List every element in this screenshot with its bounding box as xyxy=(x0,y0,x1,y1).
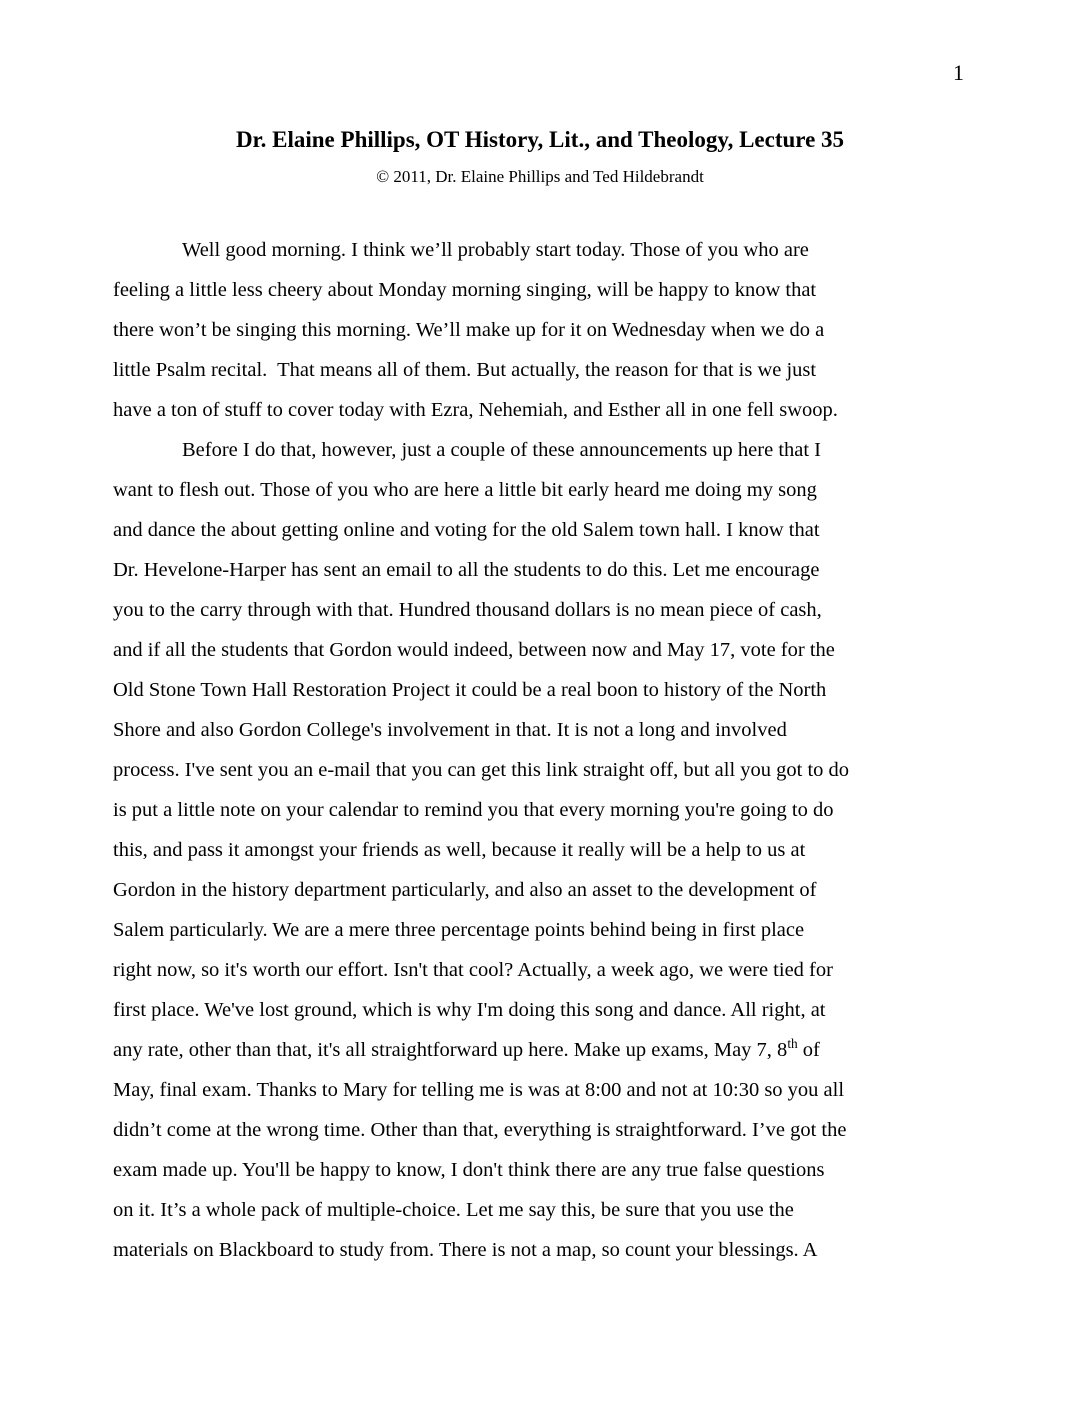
text-line: feeling a little less cheery about Monday morning singing, will be happy to know that xyxy=(113,279,817,301)
text-line xyxy=(113,1030,967,1070)
text-line: want to flesh out. Those of you who are here a little bit early heard me doing my song xyxy=(113,479,817,501)
text-segment: of xyxy=(797,1039,820,1061)
superscript-text: th xyxy=(787,1036,798,1052)
document-title: Dr. Elaine Phillips, OT History, Lit., and Theology, Lecture 35 xyxy=(235,127,845,152)
text-line: little Psalm recital. That means all of them. But actually, the reason for that is we just xyxy=(113,359,817,381)
document-header xyxy=(113,126,967,187)
text-line: exam made up. You'll be happy to know, I don't think there are any true false questions xyxy=(113,1159,825,1181)
text-line: have a ton of stuff to cover today with Ezra, Nehemiah, and Esther all in one fell swoop. xyxy=(113,399,838,421)
text-line: Shore and also Gordon College's involvement in that. It is not a long and involved xyxy=(113,719,787,741)
text-line: you to the carry through with that. Hundred thousand dollars is no mean piece of cash, xyxy=(113,599,822,621)
text-line: Before I do that, however, just a couple of these announcements up here that I xyxy=(182,439,822,461)
paragraph xyxy=(113,230,967,430)
document-body xyxy=(113,230,967,1270)
text-line: this, and pass it amongst your friends as well, because it really will be a help to us at xyxy=(113,839,806,861)
text-line: Salem particularly. We are a mere three percentage points behind being in first place xyxy=(113,919,805,941)
text-segment: any rate, other than that, it's all straightforward up here. Make up exams, May 7, 8 xyxy=(113,1039,788,1061)
page-number: 1 xyxy=(953,60,964,85)
text-line: materials on Blackboard to study from. There is not a map, so count your blessings. A xyxy=(113,1239,818,1261)
text-line: Old Stone Town Hall Restoration Project it could be a real boon to history of the North xyxy=(113,679,827,701)
text-line: process. I've sent you an e-mail that you can get this link straight off, but all you got to do xyxy=(113,759,850,781)
text-line: Well good morning. I think we’ll probably start today. Those of you who are xyxy=(182,239,809,261)
text-line: didn’t come at the wrong time. Other than that, everything is straightforward. I’ve got the xyxy=(113,1119,847,1141)
text-line: there won’t be singing this morning. We’ll make up for it on Wednesday when we do a xyxy=(113,319,825,341)
text-line: is put a little note on your calendar to remind you that every morning you're going to do xyxy=(113,799,834,821)
text-line: right now, so it's worth our effort. Isn't that cool? Actually, a week ago, we were tied for xyxy=(113,959,833,981)
text-line: May, final exam. Thanks to Mary for telling me is was at 8:00 and not at 10:30 so you all xyxy=(113,1079,845,1101)
text-line: on it. It’s a whole pack of multiple-choice. Let me say this, be sure that you use the xyxy=(113,1199,794,1221)
text-line: first place. We've lost ground, which is why I'm doing this song and dance. All right, at xyxy=(113,999,826,1021)
text-line: Dr. Hevelone-Harper has sent an email to all the students to do this. Let me encourage xyxy=(113,559,820,581)
text-line: and if all the students that Gordon would indeed, between now and May 17, vote for the xyxy=(113,639,835,661)
text-line: and dance the about getting online and voting for the old Salem town hall. I know that xyxy=(113,519,820,541)
paragraph xyxy=(113,430,967,1270)
copyright-line: © 2011, Dr. Elaine Phillips and Ted Hildebrandt xyxy=(376,167,704,186)
text-line: Gordon in the history department particularly, and also an asset to the development of xyxy=(113,879,817,901)
